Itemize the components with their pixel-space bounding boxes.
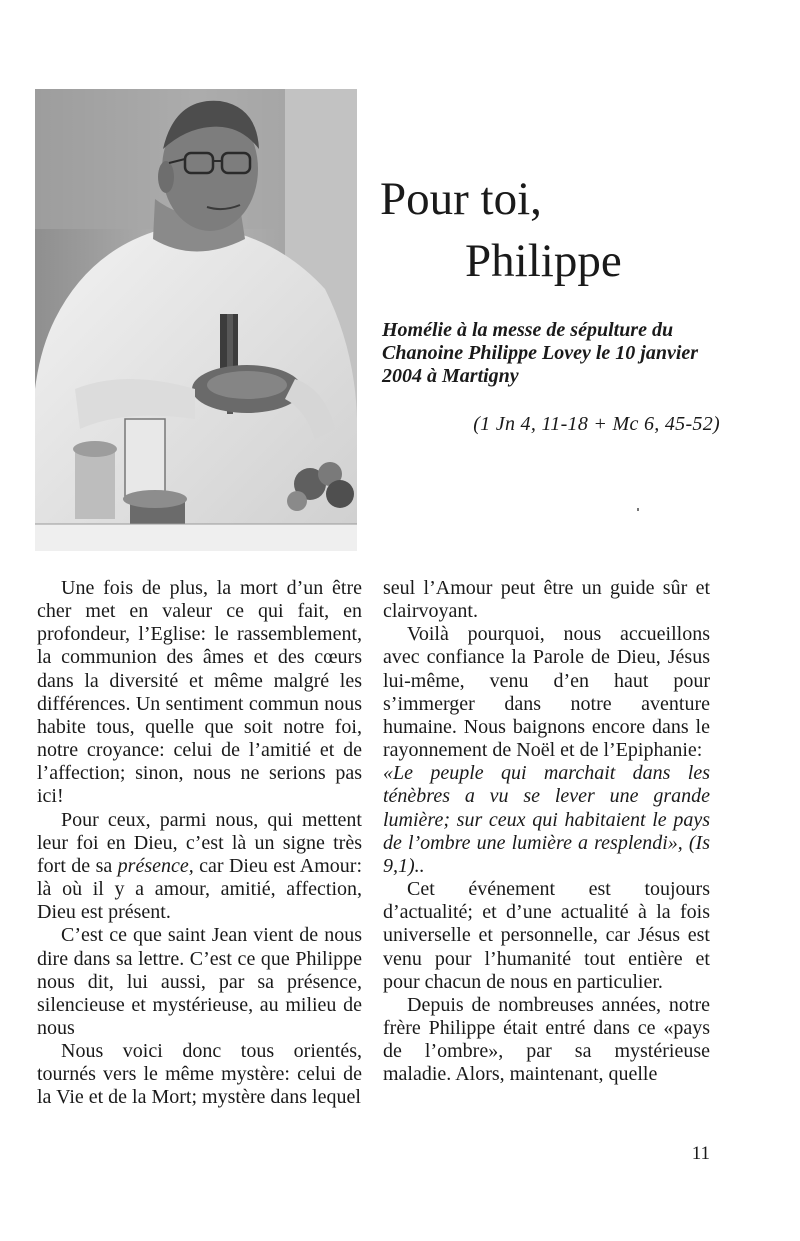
- left-paragraph-2-end: car Dieu est Amour: là où il y a amour, amitié, affection, Dieu est présent.: [37, 854, 362, 924]
- title-line-2: Philippe: [465, 235, 622, 287]
- left-paragraph-2: [37, 809, 362, 925]
- right-paragraph-1: Voilà pourquoi, nous accueillons avec confiance la Parole de Dieu, Jésus lui-même, venu d’en haut pour s’immerger dans notre aventure humaine. Nous baignons encore dans le rayonnement de Noël et de l’Epiphanie:: [383, 623, 710, 762]
- article-title: [380, 168, 760, 292]
- scripture-reference: (1 Jn 4, 11-18 + Mc 6, 45-52): [473, 413, 720, 435]
- left-column: [37, 577, 362, 1110]
- scan-speck: [637, 508, 639, 511]
- title-line-1: Pour toi,: [380, 173, 542, 225]
- left-paragraph-3: C’est ce que saint Jean vient de nous dire dans sa lettre. C’est ce que Philippe nous dit, lui aussi, par sa présence, silencieuse et mystérieuse, au milieu de nous: [37, 924, 362, 1039]
- right-paragraph-continuation: seul l’Amour peut être un guide sûr et clairvoyant.: [383, 577, 710, 623]
- scripture-quote: «Le peuple qui marchait dans les ténèbres a vu se lever une grande lumière; sur ceux qui habitaient le pays de l’ombre une lumière a resplendi», (Is 9,1)..: [383, 762, 710, 877]
- left-paragraph-2-emphasis: présence,: [117, 854, 194, 877]
- left-paragraph-1: Une fois de plus, la mort d’un être cher met en valeur ce qui fait, en profondeur, l’Eglise: le rassemblement, la communion des âmes et des cœurs dans la diversité et même malgré les différences. Un sentiment commun nous habite tous, quelle que soit notre foi, notre croyance: celui de l’amitié et de l’affection; sinon, nous ne serions pas ici!: [37, 577, 362, 808]
- left-paragraph-2-start: Pour ceux, parmi nous, qui mettent leur foi en Dieu, c’est là un signe très fort de sa: [37, 808, 362, 877]
- page-number: 11: [691, 1143, 710, 1164]
- right-paragraph-3: Depuis de nombreuses années, notre frère Philippe était entré dans ce «pays de l’ombre», par sa mystérieuse maladie. Alors, maintenant, quelle: [383, 993, 710, 1086]
- article-subtitle: Homélie à la messe de sépulture du Chanoine Philippe Lovey le 10 janvier 2004 à Martigny: [382, 319, 699, 387]
- right-paragraph-2: Cet événement est toujours d’actualité; et d’une actualité à la fois universelle et personnelle, car Jésus est venu pour l’humanité tout entière et pour chacun de nous en particulier.: [383, 878, 710, 993]
- right-column: [383, 577, 710, 1086]
- left-paragraph-4: Nous voici donc tous orientés, tournés vers le même mystère: celui de la Vie et de la Mort; mystère dans lequel: [37, 1040, 362, 1109]
- priest-photo: [35, 89, 357, 551]
